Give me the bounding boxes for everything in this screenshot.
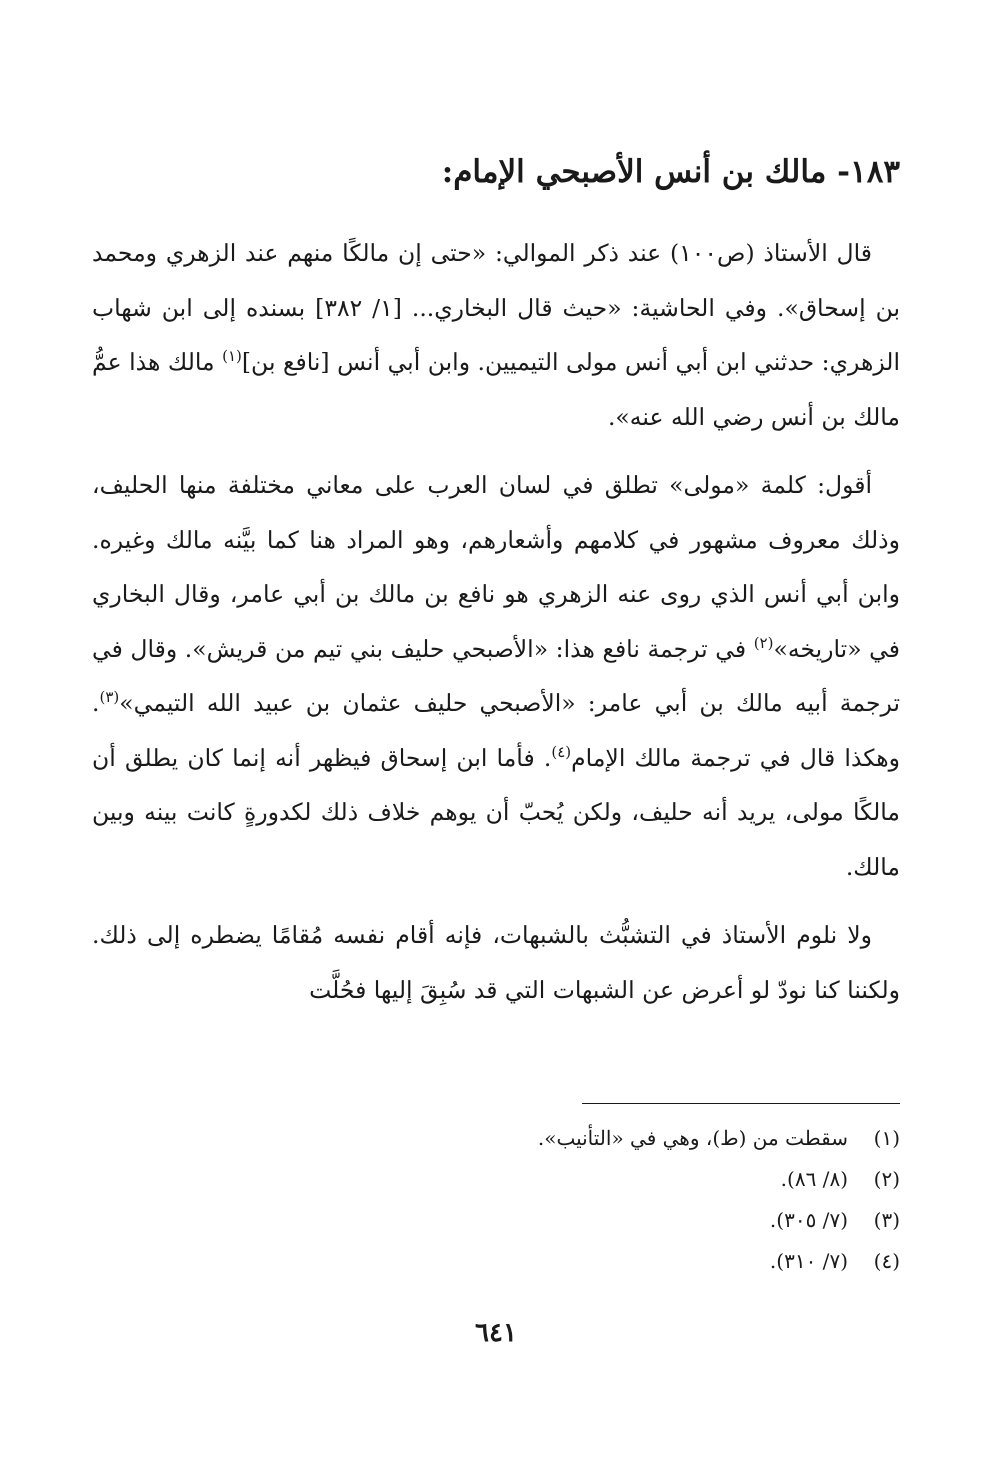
page-number: ٦٤١ — [475, 1318, 517, 1348]
footnote-1 — [92, 1118, 900, 1159]
footnote-text: (٨/ ٨٦). — [780, 1167, 848, 1191]
footnote-text: (٧/ ٣١٠). — [769, 1249, 848, 1273]
section-title: ١٨٣- مالك بن أنس الأصبحي الإمام: — [441, 154, 900, 190]
footnote-2 — [92, 1159, 900, 1200]
footnote-ref-2: (٢) — [753, 633, 774, 652]
footnote-ref-4: (٤) — [551, 742, 572, 761]
footnotes — [92, 1118, 900, 1282]
footnote-4 — [92, 1241, 900, 1282]
paragraph-1-part-2: مالك هذا عمُّ مالك بن أنس رضي الله عنه». — [92, 348, 900, 431]
paragraph-2-part-1: أقول: كلمة «مولى» تطلق في لسان العرب على معاني مختلفة منها الحليف، وذلك معروف مشهور في كلامهم وأشعارهم، وهو المراد هنا كما بيَّنه مالك وغيره. وابن أبي أنس الذي روى عنه الزهري هو نافع بن مالك بن أبي عامر، وقال البخاري في «تاريخه» — [92, 471, 900, 663]
footnote-3 — [92, 1200, 900, 1241]
footnote-divider — [582, 1103, 900, 1104]
paragraph-1-part-1: قال الأستاذ (ص١٠٠) عند ذكر الموالي: «حتى إن مالكًا منهم عند الزهري ومحمد بن إسحاق». وفي الحاشية: «حيث قال البخاري... [١/ ٣٨٢] بسنده إلى ابن شهاب الزهري: حدثني ابن أبي أنس مولى التيميين. وابن أبي أنس [نافع بن] — [92, 239, 900, 376]
footnote-number: (٣) — [873, 1208, 900, 1232]
footnote-text: (٧/ ٣٠٥). — [769, 1208, 848, 1232]
footnote-number: (١) — [873, 1126, 900, 1150]
paragraph-1 — [92, 226, 900, 444]
paragraph-2 — [92, 458, 900, 894]
footnote-number: (٤) — [873, 1249, 900, 1273]
footnote-text: سقطت من (ط)، وهي في «التأنيب». — [537, 1126, 848, 1150]
footnote-ref-1: (١) — [222, 347, 242, 366]
paragraph-2-part-2: في ترجمة نافع هذا: «الأصبحي حليف بني تيم من قريش». وقال في ترجمة أبيه مالك بن أبي عامر: «الأصبحي حليف عثمان بن عبيد الله التيمي» — [92, 634, 900, 717]
paragraph-2-part-3: . وهكذا قال في ترجمة مالك الإمام — [92, 689, 900, 772]
footnote-number: (٢) — [873, 1167, 900, 1191]
paragraph-2-part-4: . فأما ابن إسحاق فيظهر أنه إنما كان يطلق أن مالكًا مولى، يريد أنه حليف، ولكن يُحبّ أن يوهم خلاف ذلك لكدورةٍ كانت بينه وبين مالك. — [92, 743, 900, 881]
paragraph-3 — [92, 908, 900, 1017]
paragraph-3-part-1: ولا نلوم الأستاذ في التشبُّث بالشبهات، فإنه أقام نفسه مُقامًا يضطره إلى ذلك. ولكننا كنا نودّ لو أعرض عن الشبهات التي قد سُبِقَ إليها فحُلَّت — [92, 921, 900, 1004]
footnote-ref-3: (٣) — [99, 688, 120, 707]
body-text — [92, 226, 900, 1031]
